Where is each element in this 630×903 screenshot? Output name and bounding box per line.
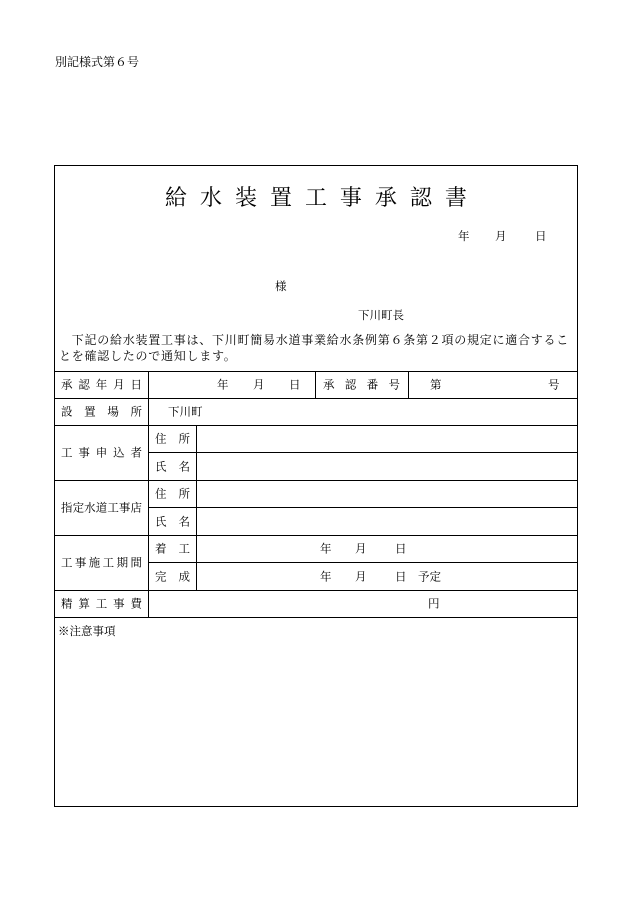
label-glyph: 工: [107, 500, 119, 515]
form-title: [165, 188, 467, 210]
label-glyph: 着: [155, 541, 167, 556]
period-end-label: [155, 568, 190, 583]
label-glyph: 者: [130, 445, 142, 460]
label-glyph: 名: [178, 458, 190, 473]
notice-line-2: とを確認したので通知します。: [59, 349, 237, 363]
contractor-address-value-cell: [196, 480, 578, 508]
approval-date-month: 月: [253, 377, 265, 392]
period-start-month: 月: [355, 541, 367, 556]
period-start-label: [155, 543, 190, 555]
header-date-year: 年: [458, 229, 470, 243]
label-glyph: 承: [323, 377, 335, 392]
applicant-address-label-cell: [148, 425, 197, 453]
label-glyph: 施: [88, 555, 101, 570]
label-glyph: 事: [118, 500, 131, 515]
approval-number-value-cell: [408, 371, 578, 399]
period-end-suffix: 予定: [418, 568, 441, 583]
contractor-name-label: [155, 513, 190, 528]
period-label-cell: [54, 535, 149, 591]
notice-line-1: 下記の給水装置工事は、下川町簡易水道事業給水条例第６条第２項の規定に適合するこ: [59, 333, 570, 347]
label-glyph: 工: [178, 541, 190, 556]
label-glyph: 氏: [155, 458, 167, 473]
period-start-day: 日: [395, 541, 407, 556]
label-glyph: 年: [95, 377, 108, 392]
contractor-address-label: [155, 488, 190, 500]
approval-date-label-cell: [54, 371, 149, 399]
applicant-address-value-cell: [196, 425, 578, 453]
settlement-cost-unit: 円: [428, 596, 440, 611]
period-end-month: 月: [355, 568, 367, 583]
approval-number-suffix: 号: [548, 377, 560, 392]
label-glyph: 月: [113, 377, 125, 392]
label-glyph: 指: [61, 500, 73, 515]
label-glyph: 完: [155, 568, 167, 583]
approval-number-label: [323, 379, 400, 391]
period-end-value-cell: [196, 562, 578, 591]
label-glyph: 費: [130, 596, 142, 611]
contractor-name-value-cell: [196, 507, 578, 536]
period-end-label-cell: [148, 562, 197, 591]
label-glyph: 工: [304, 186, 327, 211]
period-start-label-cell: [148, 535, 197, 563]
applicant-address-label: [155, 433, 190, 445]
label-glyph: 道: [95, 500, 108, 515]
label-glyph: 日: [130, 377, 142, 392]
label-glyph: 承: [374, 186, 397, 211]
label-glyph: 置: [84, 404, 96, 419]
label-glyph: 工: [95, 596, 108, 611]
label-glyph: 込: [113, 445, 125, 460]
settlement-cost-value-cell: [148, 590, 578, 618]
label-glyph: 工: [61, 555, 73, 570]
approval-date-year: 年: [217, 377, 229, 392]
approval-number-label-cell: [315, 371, 409, 399]
applicant-name-value-cell: [196, 452, 578, 481]
label-glyph: 置: [269, 186, 292, 211]
install-location-value: 下川町: [168, 404, 203, 419]
period-end-day: 日: [395, 568, 407, 583]
label-glyph: 精: [61, 596, 73, 611]
label-glyph: 期: [116, 555, 129, 570]
contractor-label-cell: [54, 480, 149, 536]
notes-area: [54, 617, 578, 807]
install-location-label-cell: [54, 398, 149, 426]
label-glyph: 名: [178, 513, 190, 528]
period-label: [61, 557, 142, 569]
install-location-label: [61, 406, 142, 418]
addressee-suffix: 様: [275, 279, 287, 293]
label-glyph: 間: [130, 555, 142, 570]
label-glyph: 住: [155, 486, 167, 501]
label-glyph: 氏: [155, 513, 167, 528]
applicant-label-cell: [54, 425, 149, 481]
label-glyph: 住: [155, 431, 167, 446]
label-glyph: 事: [78, 445, 90, 460]
label-glyph: 所: [130, 404, 142, 419]
approval-date-value-cell: [148, 371, 316, 399]
label-glyph: 事: [339, 186, 362, 211]
settlement-cost-label: [61, 598, 142, 610]
label-glyph: 書: [444, 186, 467, 211]
contractor-label: [61, 502, 142, 514]
label-glyph: 所: [178, 486, 190, 501]
label-glyph: 水: [84, 500, 96, 515]
approval-date-day: 日: [289, 377, 301, 392]
approval-date-label: [61, 379, 142, 391]
label-glyph: 事: [74, 555, 87, 570]
label-glyph: 番: [366, 377, 379, 392]
label-glyph: 認: [344, 377, 357, 392]
install-location-value-cell: [148, 398, 578, 426]
period-start-year: 年: [320, 541, 332, 556]
notes-label: ※注意事項: [58, 624, 116, 638]
label-glyph: 承: [61, 377, 73, 392]
period-end-year: 年: [320, 568, 332, 583]
period-start-value-cell: [196, 535, 578, 563]
issuer-name: 下川町長: [358, 308, 404, 322]
header-date-day: 日: [535, 229, 547, 243]
form-number: 別記様式第６号: [55, 55, 140, 69]
contractor-name-label-cell: [148, 507, 197, 536]
label-glyph: 場: [107, 404, 119, 419]
label-glyph: 工: [61, 445, 73, 460]
header-date-month: 月: [495, 229, 507, 243]
label-glyph: 所: [178, 431, 190, 446]
applicant-name-label-cell: [148, 452, 197, 481]
label-glyph: 事: [113, 596, 125, 611]
settlement-cost-label-cell: [54, 590, 149, 618]
label-glyph: 水: [199, 186, 222, 211]
label-glyph: 認: [409, 186, 432, 211]
contractor-address-label-cell: [148, 480, 197, 508]
label-glyph: 認: [78, 377, 90, 392]
label-glyph: 成: [178, 568, 190, 583]
label-glyph: 定: [72, 500, 85, 515]
applicant-name-label: [155, 458, 190, 473]
approval-number-prefix: 第: [430, 377, 442, 392]
label-glyph: 装: [234, 186, 257, 211]
label-glyph: 給: [165, 186, 188, 211]
label-glyph: 号: [388, 377, 400, 392]
label-glyph: 設: [61, 404, 73, 419]
label-glyph: 算: [78, 596, 90, 611]
label-glyph: 店: [130, 500, 142, 515]
label-glyph: 申: [95, 445, 108, 460]
label-glyph: 工: [102, 555, 115, 570]
applicant-label: [61, 447, 142, 459]
